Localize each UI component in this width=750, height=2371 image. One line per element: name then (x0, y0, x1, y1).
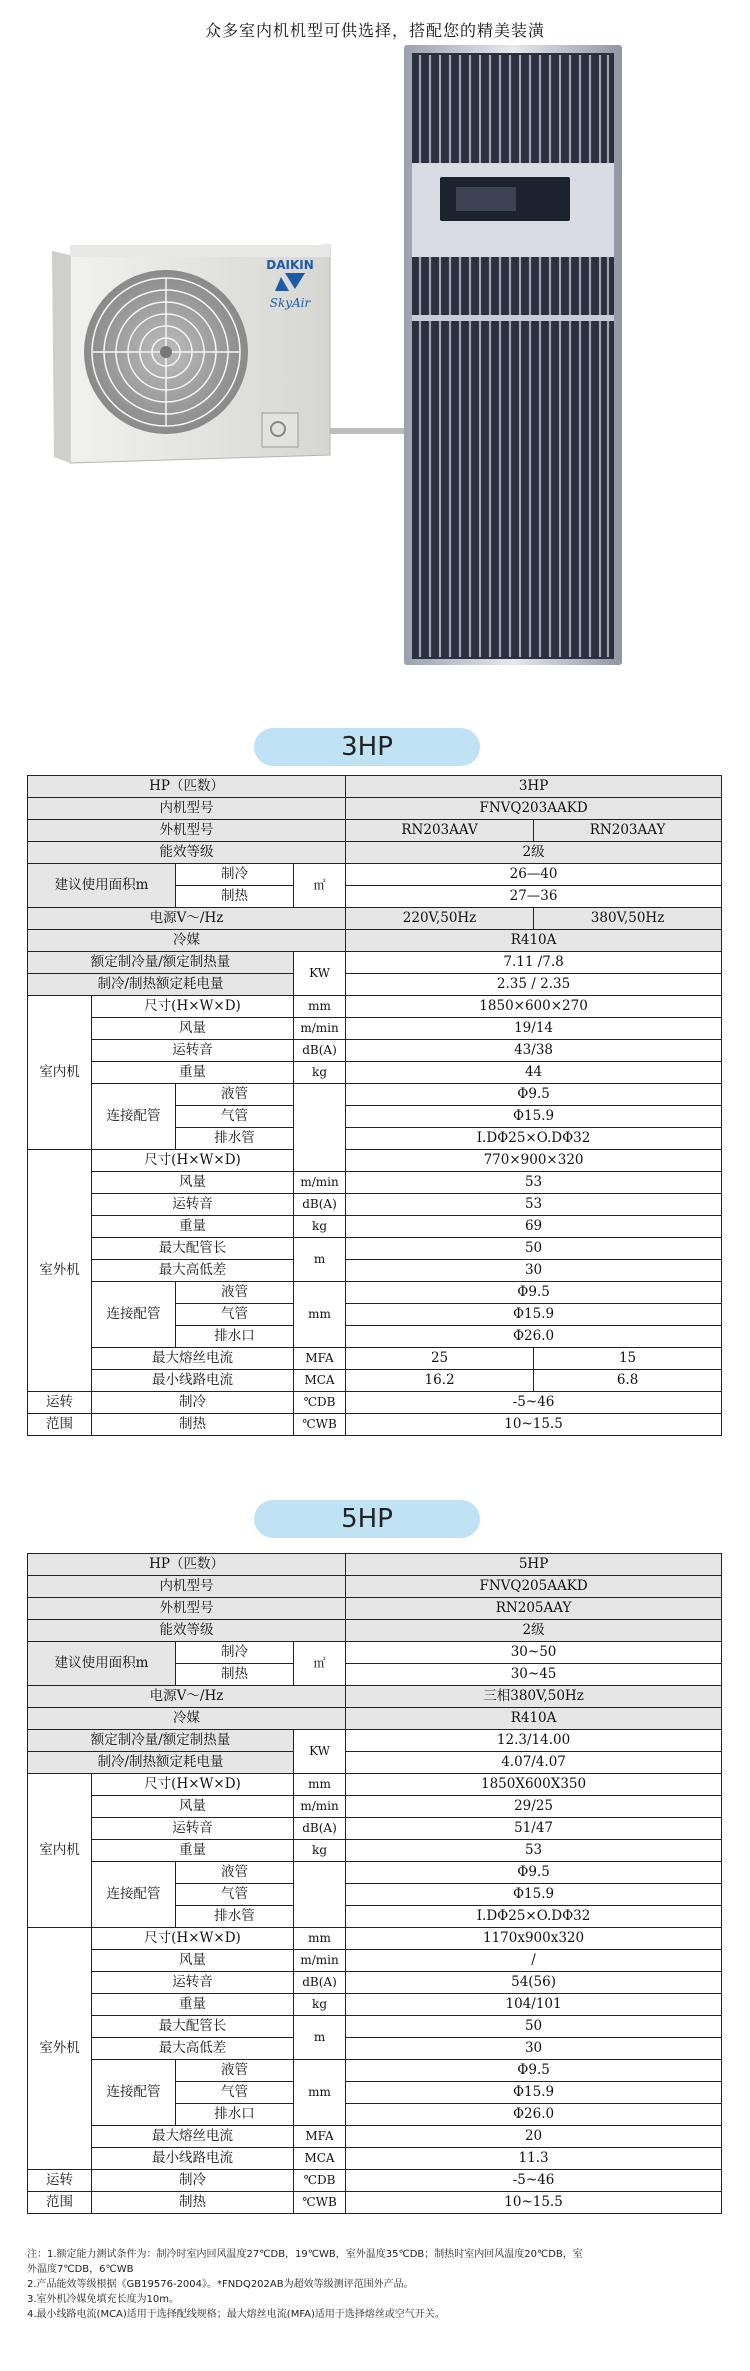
footnote-line: 外温度7℃DB，6℃WB (27, 2264, 134, 2275)
table-row: 气管 Φ15.9 (28, 2082, 722, 2104)
table-row: 重量 kg 69 (28, 1216, 722, 1238)
spec-table-5hp (27, 1553, 722, 2214)
table-row: 最大高低差 30 (28, 1260, 722, 1282)
table-row: 最大配管长 m 50 (28, 1238, 722, 1260)
table-row: 气管 Φ15.9 (28, 1106, 722, 1128)
table-row: 气管 Φ15.9 (28, 1304, 722, 1326)
table-row: 连接配管 液管 mm Φ9.5 (28, 1282, 722, 1304)
table-row: 运转 制冷 ℃DB -5~46 (28, 2170, 722, 2192)
table-row: 建议使用面积m 制冷 ㎡ 30~50 (28, 1642, 722, 1664)
table-row: 排水管 I.DΦ25×O.DΦ32 (28, 1906, 722, 1928)
brand-sub-logo: SkyAir (269, 296, 311, 310)
table-row: 排水口 Φ26.0 (28, 1326, 722, 1348)
pill-5hp: 5HP (254, 1500, 480, 1538)
table-row: 最大熔丝电流 MFA 20 (28, 2126, 722, 2148)
footnotes (27, 2247, 717, 2322)
table-row: 能效等级 2级 (28, 1620, 722, 1642)
table-row: 内机型号 FNVQ203AAKD (28, 798, 722, 820)
table-row: 制热 30~45 (28, 1664, 722, 1686)
table-row: 运转音 dB(A) 51/47 (28, 1818, 722, 1840)
pill-3hp: 3HP (254, 728, 480, 766)
table-row: 连接配管 液管 Φ9.5 (28, 1862, 722, 1884)
table-row: 重量 kg 104/101 (28, 1994, 722, 2016)
table-row: 排水管 I.DΦ25×O.DΦ32 (28, 1128, 722, 1150)
product-image (0, 45, 750, 705)
table-row: 重量 kg 44 (28, 1062, 722, 1084)
footnote-line: 注：1.额定能力测试条件为：制冷时室内回风温度27℃DB，19℃WB，室外温度35℃DB；制热时室内回风温度20℃DB，室 (27, 2249, 583, 2260)
table-row: 范围 制热 ℃WB 10~15.5 (28, 2192, 722, 2214)
table-row: 制冷/制热额定耗电量 2.35 / 2.35 (28, 974, 722, 996)
footnote-line: 4.最小线路电流(MCA)适用于选择配线规格；最大熔丝电流(MFA)适用于选择熔丝或空气开关。 (27, 2309, 445, 2320)
table-row: 外机型号 RN205AAY (28, 1598, 722, 1620)
table-row: 连接配管 液管 Φ9.5 (28, 1084, 722, 1106)
table-row: 最小线路电流 MCA 16.2 6.8 (28, 1370, 722, 1392)
table-row: 运转音 dB(A) 53 (28, 1194, 722, 1216)
table-row: 冷媒 R410A (28, 1708, 722, 1730)
table-row: HP（匹数） 5HP (28, 1554, 722, 1576)
table-row: 排水口 Φ26.0 (28, 2104, 722, 2126)
table-row: 能效等级 2级 (28, 842, 722, 864)
brand-logo: DAIKIN (266, 258, 314, 272)
table-row: 制热 27—36 (28, 886, 722, 908)
table-row: 外机型号 RN203AAV RN203AAY (28, 820, 722, 842)
table-row: 建议使用面积m 制冷 ㎡ 26—40 (28, 864, 722, 886)
footnote-line: 3.室外机冷媒免填充长度为10m。 (27, 2294, 180, 2305)
table-row: 最大配管长 m 50 (28, 2016, 722, 2038)
table-row: 额定制冷量/额定制热量 KW 12.3/14.00 (28, 1730, 722, 1752)
table-row: 连接配管 液管 mm Φ9.5 (28, 2060, 722, 2082)
table-row: 风量 m/min 19/14 (28, 1018, 722, 1040)
table-row: 电源V～/Hz 三相380V,50Hz (28, 1686, 722, 1708)
table-row: 室内机 尺寸(H×W×D) mm 1850×600×270 (28, 996, 722, 1018)
table-row: 最大熔丝电流 MFA 25 15 (28, 1348, 722, 1370)
table-row: 运转 制冷 ℃DB -5~46 (28, 1392, 722, 1414)
table-row: 运转音 dB(A) 54(56) (28, 1972, 722, 1994)
table-row: 冷媒 R410A (28, 930, 722, 952)
indoor-unit (404, 45, 622, 665)
table-row: 风量 m/min / (28, 1950, 722, 1972)
spec-table-3hp (27, 775, 722, 1436)
table-row: 范围 制热 ℃WB 10~15.5 (28, 1414, 722, 1436)
footnote-line: 2.产品能效等级根据《GB19576-2004》。*FNDQ202AB为超效等级测评范围外产品。 (27, 2279, 414, 2290)
table-row: 气管 Φ15.9 (28, 1884, 722, 1906)
table-row: 室外机 尺寸(H×W×D) mm 1170x900x320 (28, 1928, 722, 1950)
page-heading: 众多室内机机型可供选择，搭配您的精美装潢 (204, 21, 545, 40)
table-row: 额定制冷量/额定制热量 KW 7.11 /7.8 (28, 952, 722, 974)
table-row: 内机型号 FNVQ205AAKD (28, 1576, 722, 1598)
table-row: HP（匹数） 3HP (28, 776, 722, 798)
table-row: 风量 m/min 53 (28, 1172, 722, 1194)
outdoor-unit (52, 245, 330, 463)
table-row: 重量 kg 53 (28, 1840, 722, 1862)
table-row: 风量 m/min 29/25 (28, 1796, 722, 1818)
table-row: 电源V～/Hz 220V,50Hz 380V,50Hz (28, 908, 722, 930)
table-row: 室内机 尺寸(H×W×D) mm 1850X600X350 (28, 1774, 722, 1796)
table-row: 运转音 dB(A) 43/38 (28, 1040, 722, 1062)
table-row: 制冷/制热额定耗电量 4.07/4.07 (28, 1752, 722, 1774)
table-row: 最小线路电流 MCA 11.3 (28, 2148, 722, 2170)
table-row: 最大高低差 30 (28, 2038, 722, 2060)
table-row: 室外机 尺寸(H×W×D) 770×900×320 (28, 1150, 722, 1172)
